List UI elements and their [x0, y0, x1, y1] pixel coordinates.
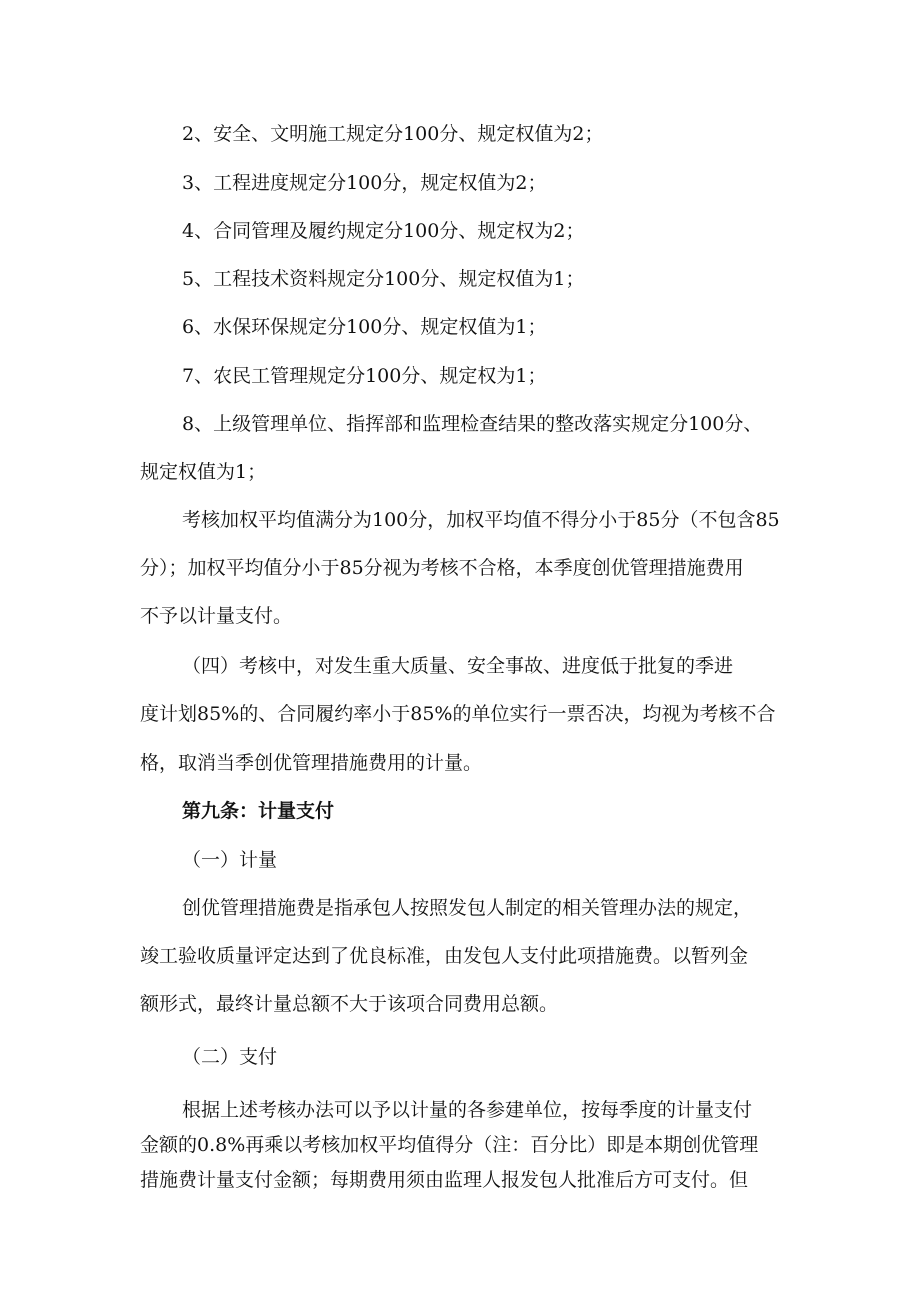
measurement-line-2: 竣工验收质量评定达到了优良标准，由发包人支付此项措施费。以暂列金 — [140, 945, 749, 967]
criterion-5: 5、工程技术资料规定分100分、规定权值为1； — [182, 268, 585, 290]
criterion-6: 6、水保环保规定分100分、规定权值为1； — [182, 316, 547, 338]
measurement-line-3: 额形式，最终计量总额不大于该项合同费用总额。 — [140, 993, 559, 1015]
payment-line-2: 金额的0.8%再乘以考核加权平均值得分（注：百分比）即是本期创优管理 — [140, 1134, 759, 1156]
payment-line-1: 根据上述考核办法可以予以计量的各参建单位，按每季度的计量支付 — [182, 1099, 753, 1121]
criterion-8-line-1: 8、上级管理单位、指挥部和监理检查结果的整改落实规定分100分、 — [182, 413, 763, 435]
weighted-average-line-3: 不予以计量支付。 — [140, 605, 293, 627]
veto-line-2: 度计划85%的、合同履约率小于85%的单位实行一票否决，均视为考核不合 — [140, 703, 776, 725]
measurement-heading: （一）计量 — [182, 849, 278, 871]
payment-heading: （二）支付 — [182, 1046, 278, 1068]
article-9-heading: 第九条：计量支付 — [182, 800, 335, 822]
weighted-average-line-2: 分）；加权平均值分小于85分视为考核不合格，本季度创优管理措施费用 — [140, 557, 744, 579]
criterion-2: 2、安全、文明施工规定分100分、规定权值为2； — [182, 123, 604, 145]
criterion-8-line-2: 规定权值为1； — [140, 461, 267, 483]
criterion-4: 4、合同管理及履约规定分100分、规定权为2； — [182, 220, 585, 242]
payment-line-3: 措施费计量支付金额；每期费用须由监理人报发包人批准后方可支付。但 — [140, 1169, 749, 1191]
criterion-3: 3、工程进度规定分100分，规定权值为2； — [182, 172, 547, 194]
measurement-line-1: 创优管理措施费是指承包人按照发包人制定的相关管理办法的规定， — [182, 897, 753, 919]
veto-line-1: （四）考核中，对发生重大质量、安全事故、进度低于批复的季进 — [182, 655, 734, 677]
criterion-7: 7、农民工管理规定分100分、规定权为1； — [182, 365, 547, 387]
weighted-average-line-1: 考核加权平均值满分为100分，加权平均值不得分小于85分（不包含85 — [182, 509, 780, 531]
veto-line-3: 格，取消当季创优管理措施费用的计量。 — [140, 752, 483, 774]
